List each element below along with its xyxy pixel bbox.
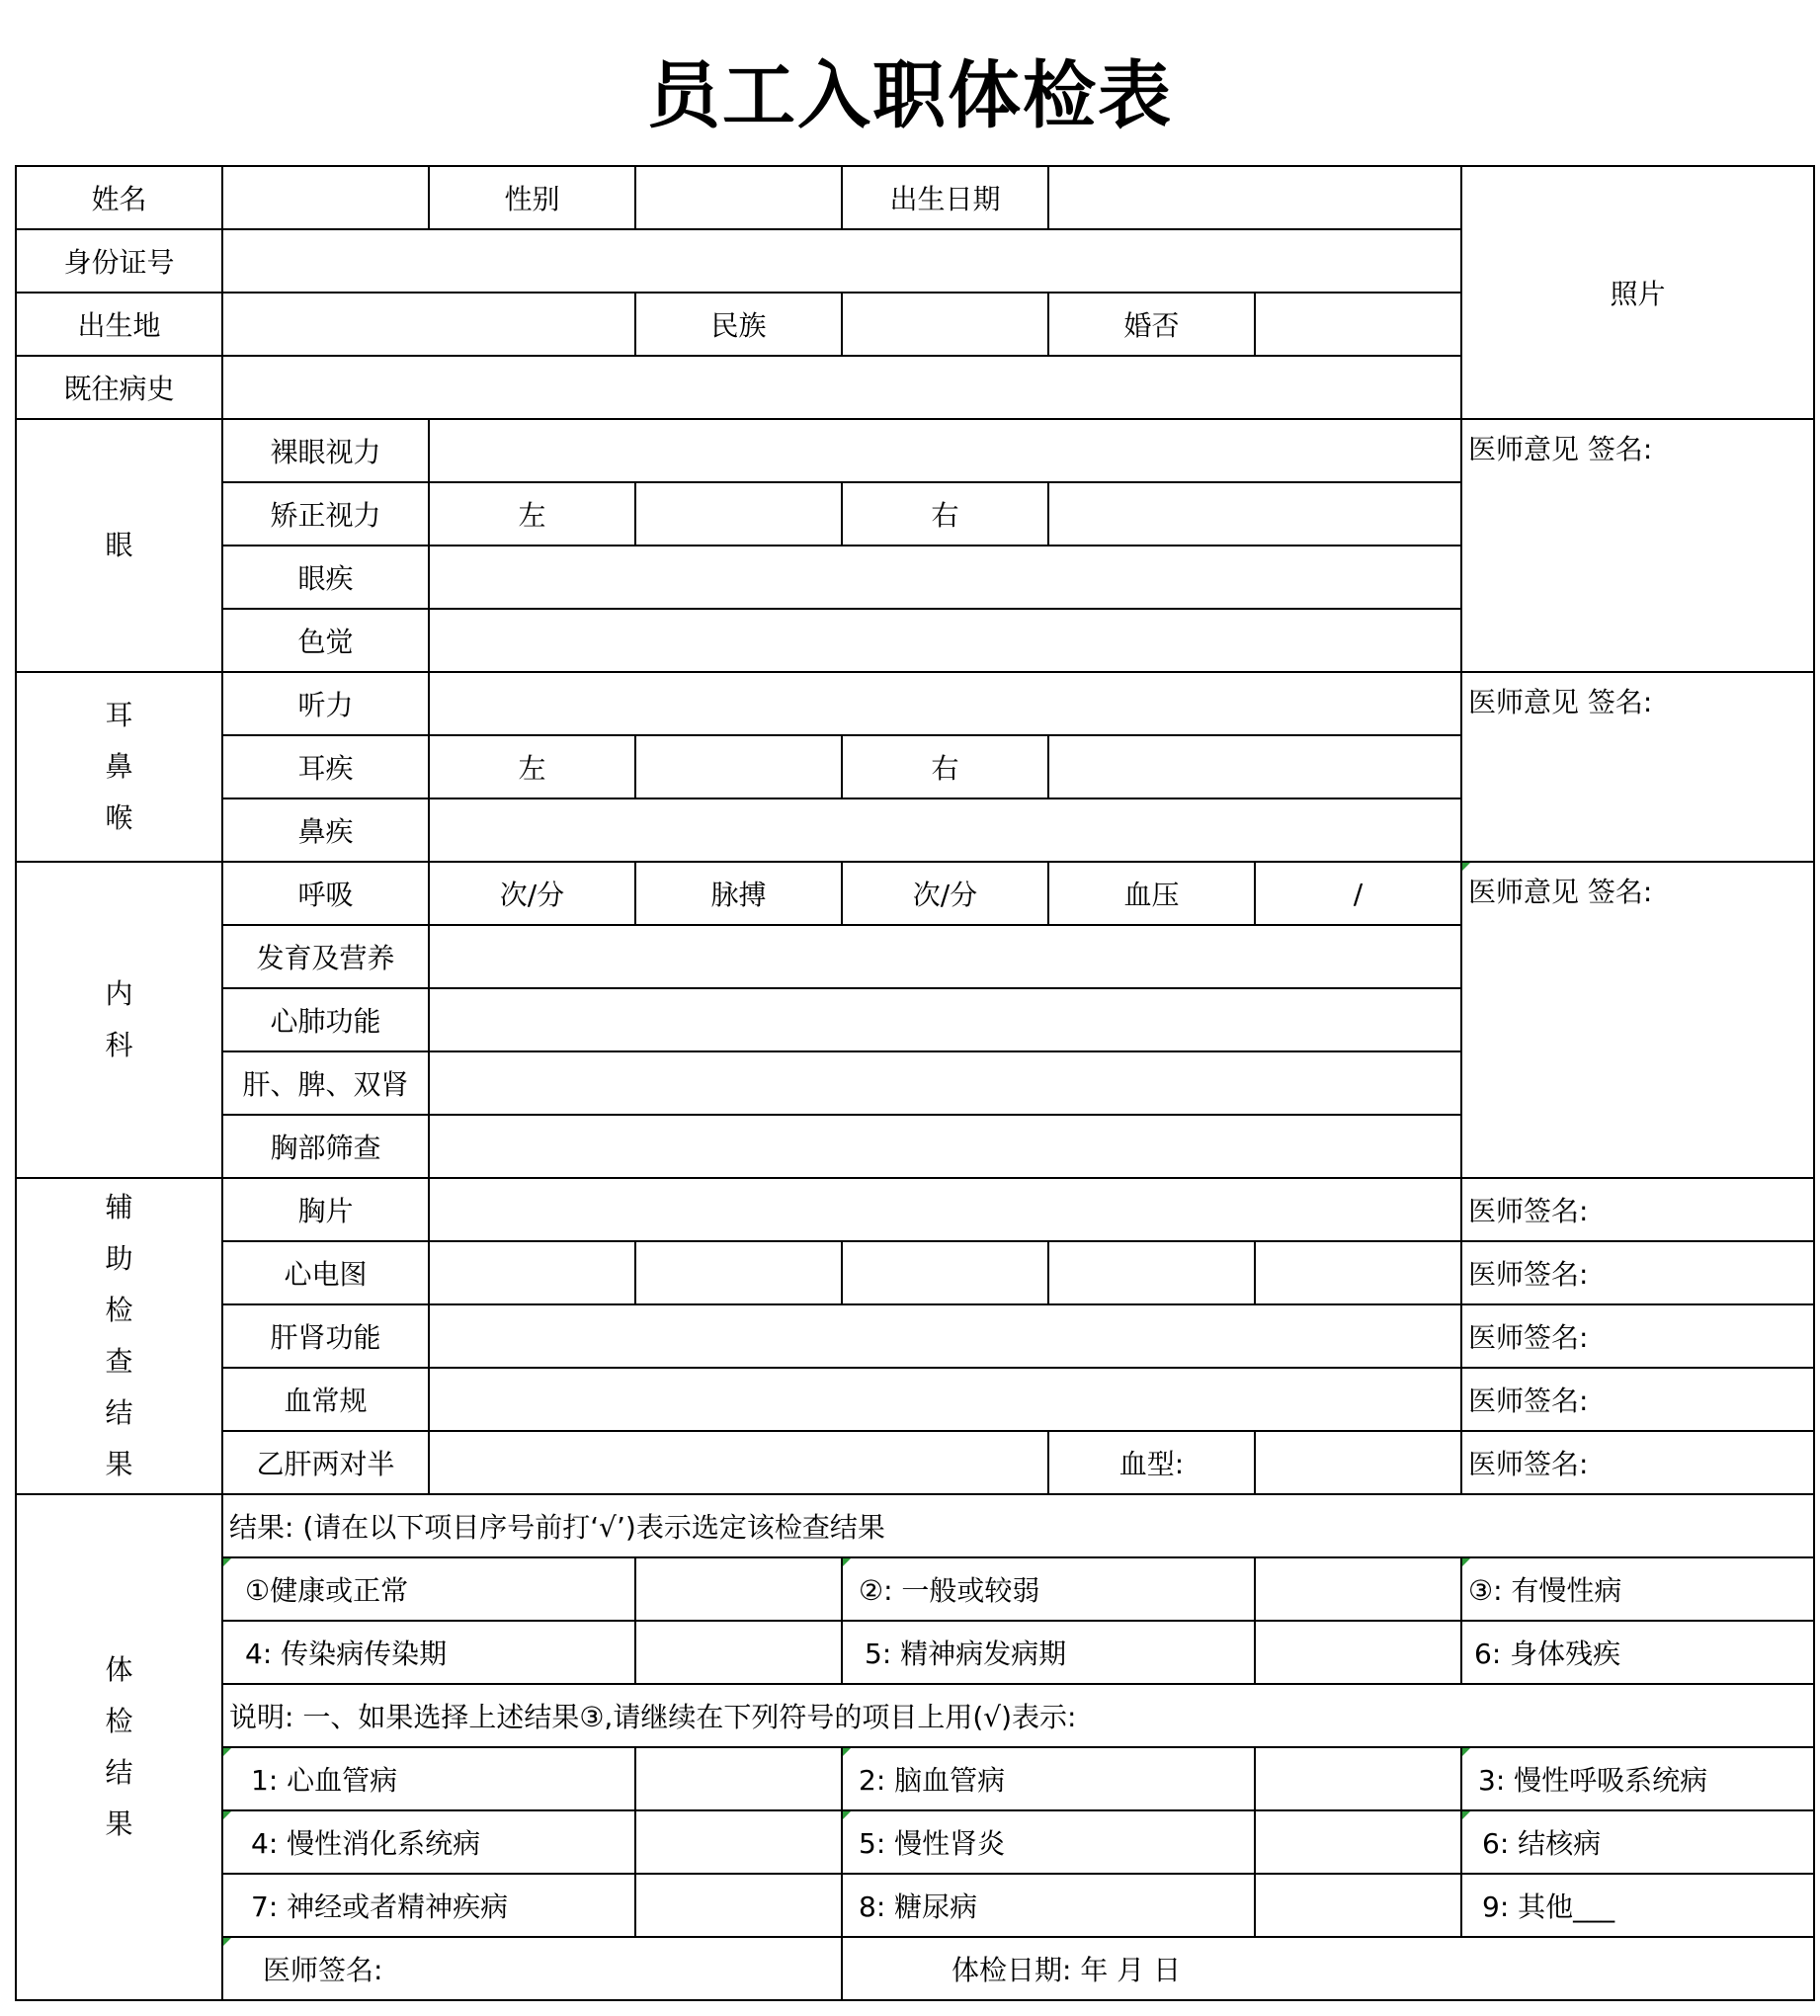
result-section-char: 果 xyxy=(105,1807,133,1840)
chronic-option-5[interactable]: 5: 慢性肾炎 xyxy=(842,1810,1255,1874)
result-option-5-box[interactable] xyxy=(1255,1621,1461,1684)
chronic-option-9[interactable]: 9: 其他___ xyxy=(1461,1874,1814,1937)
xray-label: 胸片 xyxy=(222,1178,429,1241)
liver-kidney-field[interactable] xyxy=(429,1304,1461,1368)
internal-section-char: 内 xyxy=(105,977,133,1010)
history-label: 既往病史 xyxy=(16,356,222,419)
chronic-option-6[interactable]: 6: 结核病 xyxy=(1461,1810,1814,1874)
result-option-4[interactable]: 4: 传染病传染期 xyxy=(222,1621,635,1684)
ecg-field[interactable] xyxy=(429,1241,635,1304)
result-option-3[interactable]: ③: 有慢性病 xyxy=(1461,1557,1814,1621)
result-option-6[interactable]: 6: 身体残疾 xyxy=(1461,1621,1814,1684)
breathing-label: 呼吸 xyxy=(222,862,429,925)
ent-doctor-opinion[interactable]: 医师意见 签名: xyxy=(1461,672,1814,862)
xray-field[interactable] xyxy=(429,1178,1461,1241)
id-number-label: 身份证号 xyxy=(16,229,222,293)
corrected-left-field[interactable] xyxy=(635,482,842,546)
heart-lung-field[interactable] xyxy=(429,988,1461,1051)
liver-kidney-doctor-sign[interactable]: 医师签名: xyxy=(1461,1304,1814,1368)
aux-section-label xyxy=(16,1178,222,1494)
pulse-field[interactable]: 次/分 xyxy=(842,862,1048,925)
chronic-option-7[interactable]: 7: 神经或者精神疾病 xyxy=(222,1874,635,1937)
eye-disease-field[interactable] xyxy=(429,546,1461,609)
result-section-char: 检 xyxy=(105,1705,133,1737)
blood-pressure-field[interactable]: / xyxy=(1255,862,1461,925)
liver-spleen-kidney-label: 肝、脾、双肾 xyxy=(222,1051,429,1115)
color-vision-field[interactable] xyxy=(429,609,1461,672)
medical-form xyxy=(15,165,1815,2001)
aux-section-char: 检 xyxy=(105,1294,133,1326)
aux-section-char: 结 xyxy=(105,1396,133,1429)
result-option-4-box[interactable] xyxy=(635,1621,842,1684)
aux-section-char: 果 xyxy=(105,1448,133,1480)
ecg-field[interactable] xyxy=(635,1241,842,1304)
result-option-1[interactable]: ①健康或正常 xyxy=(222,1557,635,1621)
ent-section-char: 耳 xyxy=(105,699,133,731)
breathing-field[interactable]: 次/分 xyxy=(429,862,635,925)
corrected-right-label: 右 xyxy=(842,482,1048,546)
ear-right-label: 右 xyxy=(842,735,1048,798)
result-section-char: 结 xyxy=(105,1756,133,1789)
ecg-field[interactable] xyxy=(1048,1241,1255,1304)
chronic-option-3[interactable]: 3: 慢性呼吸系统病 xyxy=(1461,1747,1814,1810)
ethnicity-label: 民族 xyxy=(635,293,842,356)
chest-screening-field[interactable] xyxy=(429,1115,1461,1178)
ecg-field[interactable] xyxy=(842,1241,1048,1304)
ecg-doctor-sign[interactable]: 医师签名: xyxy=(1461,1241,1814,1304)
birth-date-label: 出生日期 xyxy=(842,166,1048,229)
growth-field[interactable] xyxy=(429,925,1461,988)
ent-section-char: 喉 xyxy=(105,801,133,834)
naked-vision-label: 裸眼视力 xyxy=(222,419,429,482)
eye-doctor-opinion[interactable]: 医师意见 签名: xyxy=(1461,419,1814,672)
chronic-option-8[interactable]: 8: 糖尿病 xyxy=(842,1874,1255,1937)
name-label: 姓名 xyxy=(16,166,222,229)
heart-lung-label: 心肺功能 xyxy=(222,988,429,1051)
chest-screening-label: 胸部筛查 xyxy=(222,1115,429,1178)
chronic-option-1-box[interactable] xyxy=(635,1747,842,1810)
result-option-1-box[interactable] xyxy=(635,1557,842,1621)
chronic-option-4[interactable]: 4: 慢性消化系统病 xyxy=(222,1810,635,1874)
internal-doctor-opinion[interactable]: 医师意见 签名: xyxy=(1461,862,1814,1178)
name-field[interactable] xyxy=(222,166,429,229)
blood-pressure-label: 血压 xyxy=(1048,862,1255,925)
nose-disease-label: 鼻疾 xyxy=(222,798,429,862)
ecg-label: 心电图 xyxy=(222,1241,429,1304)
chronic-option-2[interactable]: 2: 脑血管病 xyxy=(842,1747,1255,1810)
pulse-label: 脉搏 xyxy=(635,862,842,925)
liver-kidney-label: 肝肾功能 xyxy=(222,1304,429,1368)
id-number-field[interactable] xyxy=(222,229,1461,293)
chronic-option-8-box[interactable] xyxy=(1255,1874,1461,1937)
hearing-label: 听力 xyxy=(222,672,429,735)
color-vision-label: 色觉 xyxy=(222,609,429,672)
liver-spleen-kidney-field[interactable] xyxy=(429,1051,1461,1115)
gender-field[interactable] xyxy=(635,166,842,229)
blood-routine-label: 血常规 xyxy=(222,1368,429,1431)
gender-label: 性别 xyxy=(429,166,635,229)
result-note: 说明: 一、如果选择上述结果③,请继续在下列符号的项目上用(√)表示: xyxy=(222,1684,1814,1747)
result-section-label xyxy=(16,1494,222,2000)
chronic-option-5-box[interactable] xyxy=(1255,1810,1461,1874)
ethnicity-field[interactable] xyxy=(842,293,1048,356)
aux-section-char: 助 xyxy=(105,1242,133,1275)
hepatitis-doctor-sign[interactable]: 医师签名: xyxy=(1461,1431,1814,1494)
corrected-right-field[interactable] xyxy=(1048,482,1461,546)
internal-section-label xyxy=(16,862,222,1178)
marital-field[interactable] xyxy=(1255,293,1461,356)
corrected-left-label: 左 xyxy=(429,482,635,546)
blood-routine-doctor-sign[interactable]: 医师签名: xyxy=(1461,1368,1814,1431)
eye-section-label xyxy=(16,419,222,672)
eye-disease-label: 眼疾 xyxy=(222,546,429,609)
eye-section-char: 眼 xyxy=(105,529,133,561)
aux-section-char: 辅 xyxy=(105,1191,133,1223)
result-option-2[interactable]: ②: 一般或较弱 xyxy=(842,1557,1255,1621)
result-section-char: 体 xyxy=(105,1653,133,1686)
result-option-5[interactable]: 5: 精神病发病期 xyxy=(842,1621,1255,1684)
ear-left-field[interactable] xyxy=(635,735,842,798)
chronic-option-4-box[interactable] xyxy=(635,1810,842,1874)
ear-right-field[interactable] xyxy=(1048,735,1461,798)
hearing-field[interactable] xyxy=(429,672,1461,735)
result-option-2-box[interactable] xyxy=(1255,1557,1461,1621)
growth-label: 发育及营养 xyxy=(222,925,429,988)
ent-section-char: 鼻 xyxy=(105,750,133,783)
birth-date-field[interactable] xyxy=(1048,166,1461,229)
photo-box[interactable]: 照片 xyxy=(1461,166,1814,419)
blood-type-label: 血型: xyxy=(1048,1431,1255,1494)
nose-disease-field[interactable] xyxy=(429,798,1461,862)
birthplace-label: 出生地 xyxy=(16,293,222,356)
birthplace-field[interactable] xyxy=(222,293,635,356)
chronic-option-1[interactable]: 1: 心血管病 xyxy=(222,1747,635,1810)
ear-disease-label: 耳疾 xyxy=(222,735,429,798)
ecg-field[interactable] xyxy=(1255,1241,1461,1304)
corrected-vision-label: 矫正视力 xyxy=(222,482,429,546)
page-title: 员工入职体检表 xyxy=(647,53,1173,138)
internal-section-char: 科 xyxy=(105,1029,133,1061)
xray-doctor-sign[interactable]: 医师签名: xyxy=(1461,1178,1814,1241)
history-field[interactable] xyxy=(222,356,1461,419)
blood-routine-field[interactable] xyxy=(429,1368,1461,1431)
ear-left-label: 左 xyxy=(429,735,635,798)
hepatitis-field[interactable] xyxy=(429,1431,1048,1494)
exam-date[interactable]: 体检日期: 年 月 日 xyxy=(842,1937,1814,2000)
hepatitis-label: 乙肝两对半 xyxy=(222,1431,429,1494)
result-doctor-sign[interactable]: 医师签名: xyxy=(222,1937,842,2000)
result-instruction: 结果: (请在以下项目序号前打‘√’)表示选定该检查结果 xyxy=(222,1494,1814,1557)
marital-label: 婚否 xyxy=(1048,293,1255,356)
naked-vision-field[interactable] xyxy=(429,419,1461,482)
chronic-option-2-box[interactable] xyxy=(1255,1747,1461,1810)
ent-section-label xyxy=(16,672,222,862)
chronic-option-7-box[interactable] xyxy=(635,1874,842,1937)
blood-type-field[interactable] xyxy=(1255,1431,1461,1494)
aux-section-char: 查 xyxy=(105,1345,133,1378)
